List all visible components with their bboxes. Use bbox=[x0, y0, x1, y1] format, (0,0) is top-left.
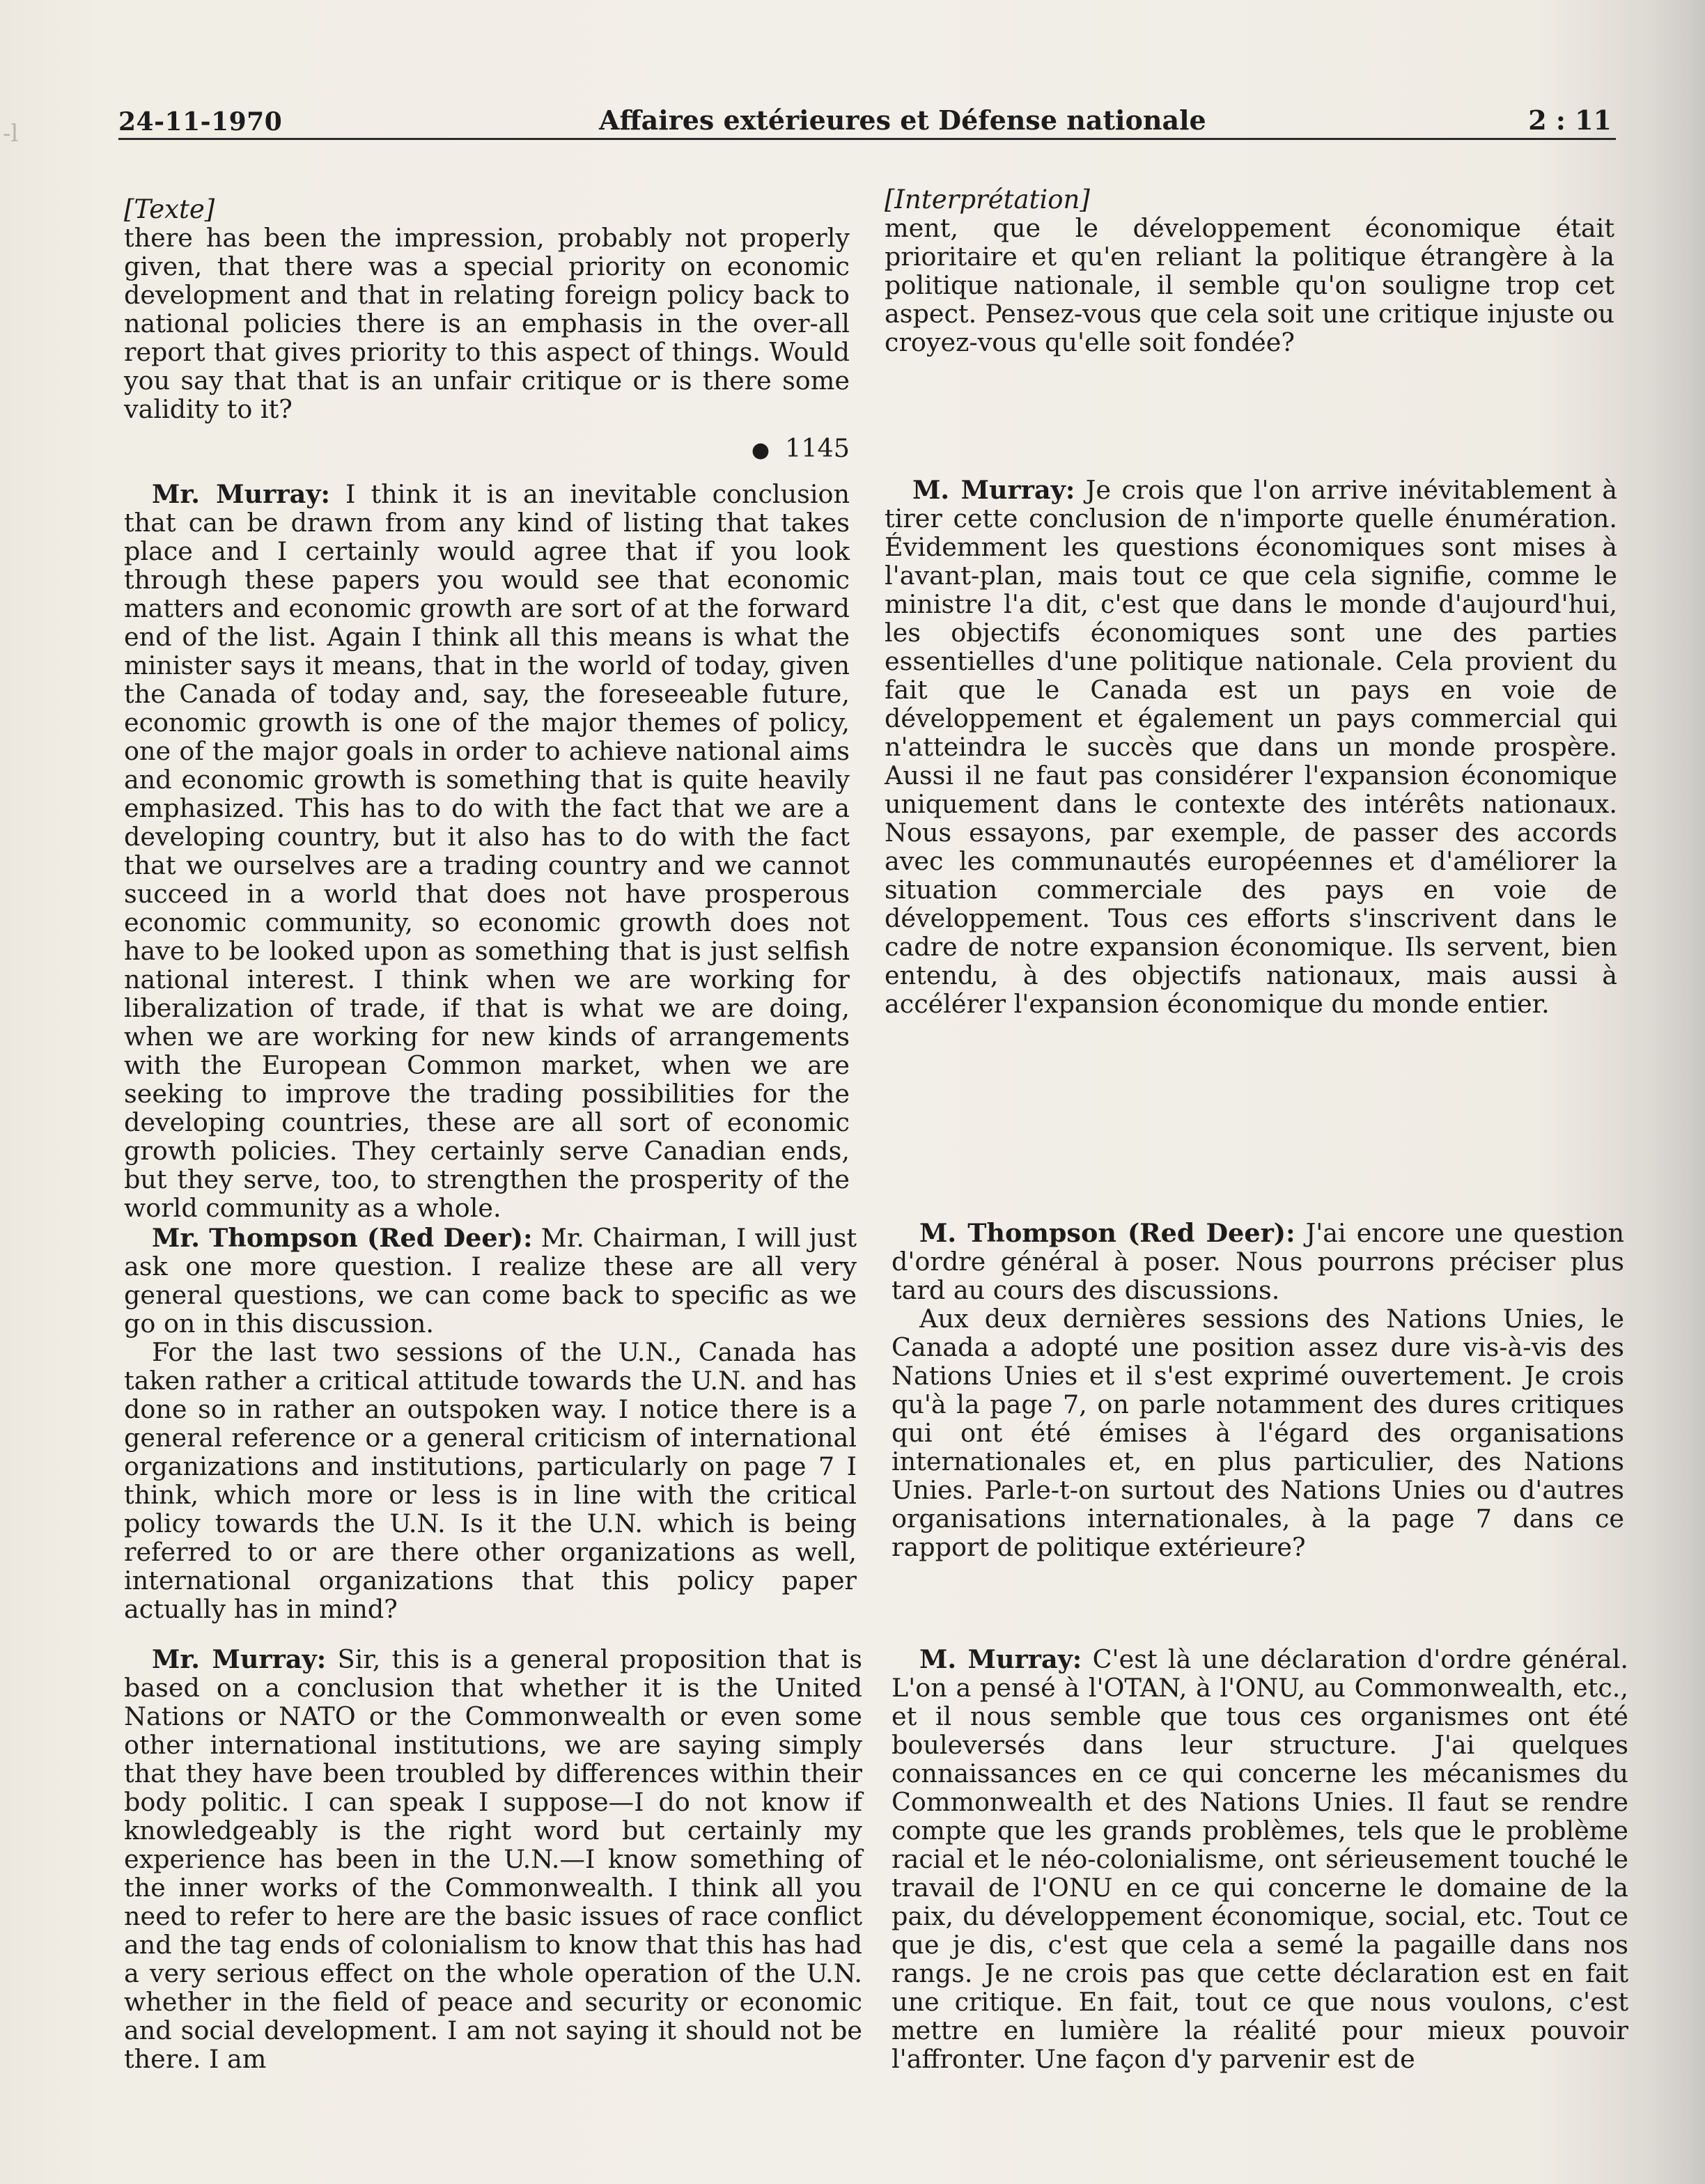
speaker-name: M. Murray: bbox=[919, 1644, 1082, 1674]
right-murray-paragraph-2 bbox=[892, 1645, 1628, 2073]
time-stamp: 1145 bbox=[785, 433, 850, 463]
speech-text: Sir, this is a general proposition that is based on a conclusion that whether it is the United Nations or NATO or the Commonwealth or even some other international institutions, we are saying simply that they have been troubled by differences within their body politic. I can speak I suppose—I do not know if knowledgeably is the right word but certainly my experience has been in the U.N.—I know something of the inner works of the Commonwealth. I think all you need to refer to here are the basic issues of race conflict and the tag ends of colonialism to know that this has had a very serious effect on the whole operation of the U.N. whether in the field of peace and security or economic and social development. I am not saying it should not be there. I am bbox=[124, 1644, 862, 2074]
right-intro-paragraph: ment, que le développement économique était prioritaire et qu'en reliant la politique étrangère à la politique nationale, il semble qu'on souligne trop cet aspect. Pensez-vous que cela soit une critique injuste ou croyez-vous qu'elle soit fondée? bbox=[885, 213, 1614, 357]
left-thompson-paragraphs bbox=[124, 1224, 857, 1623]
speech-text: C'est là une déclaration d'ordre général. L'on a pensé à l'OTAN, à l'ONU, au Commonwealth, etc., et il nous semble que tous ces organismes ont été bouleversés dans leur structure. J'ai quelques connaissances en ce qui concerne les mécanismes du Commonwealth et des Nations Unies. Il faut se rendre compte que les grands problèmes, tels que le problème racial et le néo-colonialisme, ont sérieusement touché le travail de l'ONU en ce qui concerne le domaine de la paix, du développement économique, social, etc. Tout ce que je dis, c'est que cela a semé la pagaille dans nos rangs. Je ne crois pas que cette déclaration est en fait une critique. En fait, tout ce que nous voulons, c'est mettre en lumière la réalité pour mieux pouvoir l'affronter. Une façon d'y parvenir est de bbox=[892, 1644, 1628, 2074]
time-bullet: ● bbox=[751, 438, 770, 462]
speech-text: Je crois que l'on arrive inévitablement à tirer cette conclusion de n'importe quelle énumération. Évidemment les questions économiques sont mises à l'avant-plan, mais tout ce que cela signifie, comme le ministre l'a dit, c'est que dans le monde d'aujourd'hui, les objectifs économiques sont une des parties essentielles d'une politique nationale. Cela provient du fait que le Canada est un pays en voie de développement et également un pays commercial qui n'atteindra le succès que dans un monde prospère. Aussi il ne faut pas considérer l'expansion économique uniquement dans le contexte des intérêts nationaux. Nous essayons, par exemple, de passer des accords avec les communautés européennes et d'améliorer la situation commerciale des pays en voie de développement. Tous ces efforts s'inscrivent dans le cadre de notre expansion économique. Ils servent, bien entendu, à des objectifs nationaux, mais aussi à accélérer l'expansion économique du monde entier. bbox=[885, 475, 1617, 1019]
right-murray-paragraph-1 bbox=[885, 476, 1617, 1018]
speaker-name: Mr. Murray: bbox=[152, 479, 330, 509]
interpretation-label: [Interprétation] bbox=[885, 185, 1090, 214]
margin-mark: -l bbox=[3, 120, 19, 148]
speaker-name: M. Thompson (Red Deer): bbox=[919, 1218, 1295, 1248]
page-header bbox=[118, 104, 1616, 140]
left-intro-paragraph: there has been the impression, probably not properly given, that there was a special priority on economic development and that in relating foreign policy back to national policies there is an emphasis in the over-all report that gives priority to this aspect of things. Would you say that that is an unfair critique or is there some validity to it? bbox=[124, 223, 850, 424]
speaker-name: Mr. Murray: bbox=[152, 1644, 327, 1674]
speech-text: Mr. Chairman, I will just ask one more question. I realize these are all very general questions, we can come back to specific as we go on in this discussion. bbox=[124, 1223, 857, 1339]
left-murray-paragraph-2 bbox=[124, 1645, 862, 2073]
left-murray-paragraph-1 bbox=[124, 480, 850, 1222]
header-page-number: 2 : 11 bbox=[1528, 104, 1612, 136]
texte-label: [Texte] bbox=[124, 194, 215, 224]
speaker-name: M. Murray: bbox=[912, 475, 1075, 505]
right-column-interpretation bbox=[885, 185, 1614, 357]
header-date: 24-11-1970 bbox=[118, 107, 283, 136]
header-title: Affaires extérieures et Défense nationale bbox=[599, 104, 1206, 136]
time-marker bbox=[124, 434, 850, 465]
speech-text: I think it is an inevitable conclusion that can be drawn from any kind of listing that takes place and I certainly would agree that if you look through these papers you would see that economic matters and economic growth are sort of at the forward end of the list. Again I think all this means is what the minister says it means, that in the world of today, given the Canada of today and, say, the foreseeable future, economic growth is one of the major themes of policy, one of the major goals in order to achieve national aims and economic growth is something that is quite heavily emphasized. This has to do with the fact that we are a developing country, but it also has to do with the fact that we ourselves are a trading country and we cannot succeed in a world that does not have prosperous economic community, so economic growth does not have to be looked upon as something that is just selfish national interest. I think when we are working for liberalization of trade, if that is what we are doing, when we are working for new kinds of arrangements with the European Common market, when we are seeking to improve the trading possibilities for the developing countries, these are all sort of economic growth policies. They certainly serve Canadian ends, but they serve, too, to strengthen the prosperity of the world community as a whole. bbox=[124, 479, 850, 1223]
left-column-texte bbox=[124, 195, 850, 423]
speech-continuation: Aux deux dernières sessions des Nations Unies, le Canada a adopté une position assez dure vis-à-vis des Nations Unies et il s'est exprimé ouvertement. Je crois qu'à la page 7, on parle notamment des dures critiques qui ont été émises à l'égard des organisations internationales et, en plus particulier, des Nations Unies. Parle-t-on surtout des Nations Unies ou d'autres organisations internationales, à la page 7 dans ce rapport de politique extérieure? bbox=[892, 1304, 1624, 1562]
right-thompson-paragraphs bbox=[892, 1219, 1624, 1561]
speaker-name: Mr. Thompson (Red Deer): bbox=[152, 1223, 533, 1253]
speech-continuation: For the last two sessions of the U.N., Canada has taken rather a critical attitude towards the U.N. and has done so in rather an outspoken way. I notice there is a general reference or a general criticism of international organizations and institutions, particularly on page 7 I think, which more or less is in line with the critical policy towards the U.N. Is it the U.N. which is being referred to or are there other organizations as well, international organizations that this policy paper actually has in mind? bbox=[124, 1337, 857, 1624]
speech-text: J'ai encore une question d'ordre général à poser. Nous pourrons préciser plus tard au cours des discussions. bbox=[892, 1218, 1624, 1305]
